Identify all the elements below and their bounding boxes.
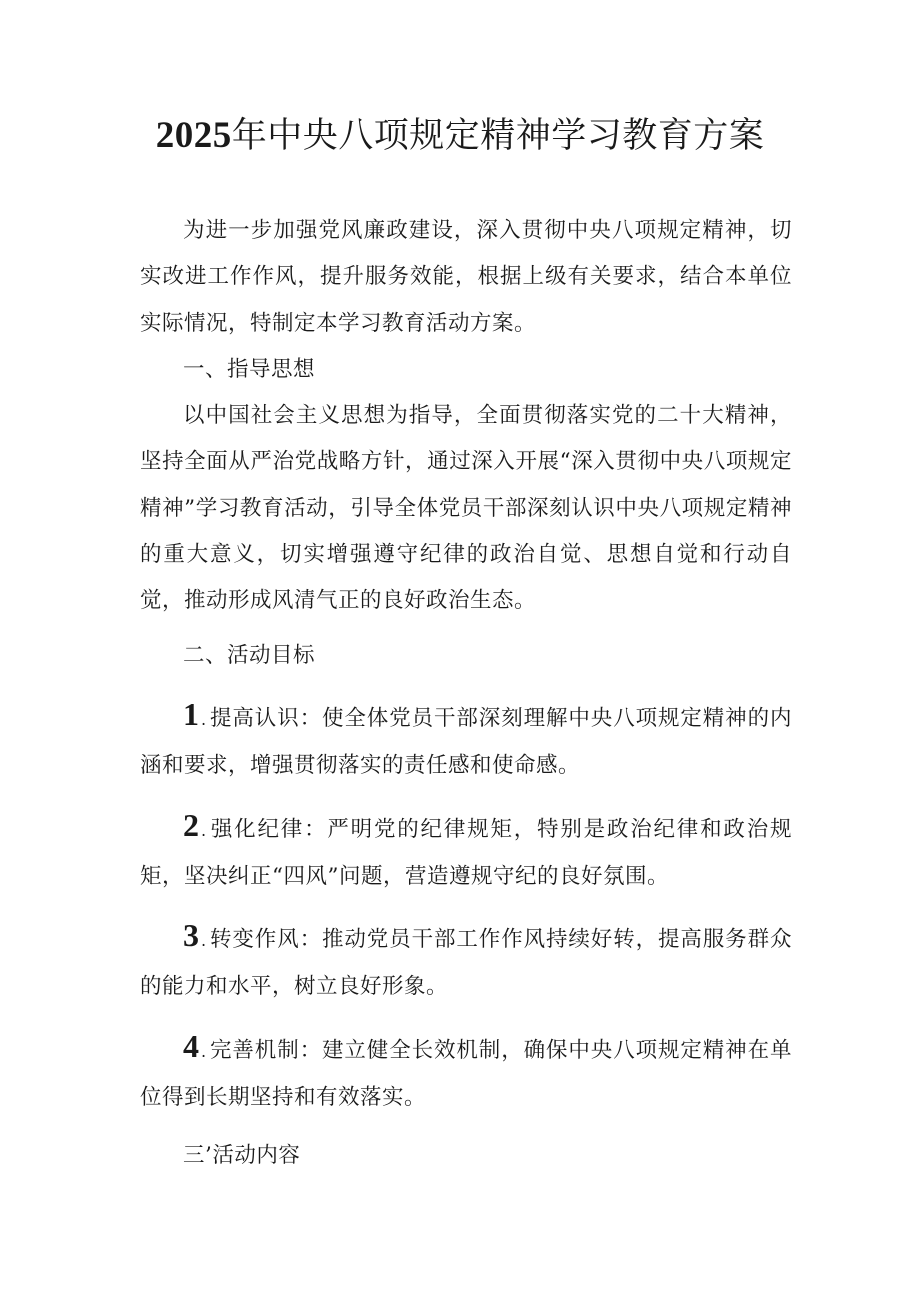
intro-paragraph: 为进一步加强党风廉政建设，深入贯彻中央八项规定精神，切实改进工作作风，提升服务效能，根据上级有关要求，结合本单位实际情况，特制定本学习教育活动方案。 [140,218,792,336]
goal-number: 4 [183,1027,201,1064]
goal-separator: . [201,820,207,840]
goal-text: 转变作风：推动党员干部工作作风持续好转，提高服务群众的能力和水平，树立良好形象。 [140,927,792,1000]
goal-separator: . [201,1041,207,1061]
goal-item-1 [140,691,792,790]
document-body [140,208,792,1180]
section-heading-guiding-thought: 一、指导思想 [183,356,316,382]
section-heading-activity-content: 三’活动内容 [183,1143,301,1169]
goal-separator: . [201,709,207,729]
goal-text: 完善机制：建立健全长效机制，确保中央八项规定精神在单位得到长期坚持和有效落实。 [140,1037,792,1111]
goal-separator: . [201,931,207,951]
goal-number: 2 [183,806,201,843]
title-text: 年中央八项规定精神学习教育方案 [231,116,765,156]
goal-item-2 [140,802,792,901]
goal-text: 强化纪律：严明党的纪律规矩，特别是政治纪律和政治规矩，坚决纠正“四风”问题，营造遵规守纪的良好氛围。 [140,816,792,889]
guiding-thought-paragraph: 以中国社会主义思想为指导，全面贯彻落实党的二十大精神，坚持全面从严治党战略方针，通过深入开展“深入贯彻中央八项规定精神”学习教育活动，引导全体党员干部深刻认识中央八项规定精神的重大意义，切实增强遵守纪律的政治自觉、思想自觉和行动自觉，推动形成风清气正的良好政治生态。 [140,403,792,614]
goal-text: 提高认识：使全体党员干部深刻理解中央八项规定精神的内涵和要求，增强贯彻落实的责任感和使命感。 [140,705,792,779]
goal-item-4 [140,1023,792,1122]
document-title [0,108,920,164]
title-year: 2025 [155,115,232,156]
goal-item-3 [140,912,792,1011]
goal-number: 3 [183,917,201,954]
section-heading-activity-goals: 二、活动目标 [183,642,316,668]
goal-number: 1 [183,695,201,732]
